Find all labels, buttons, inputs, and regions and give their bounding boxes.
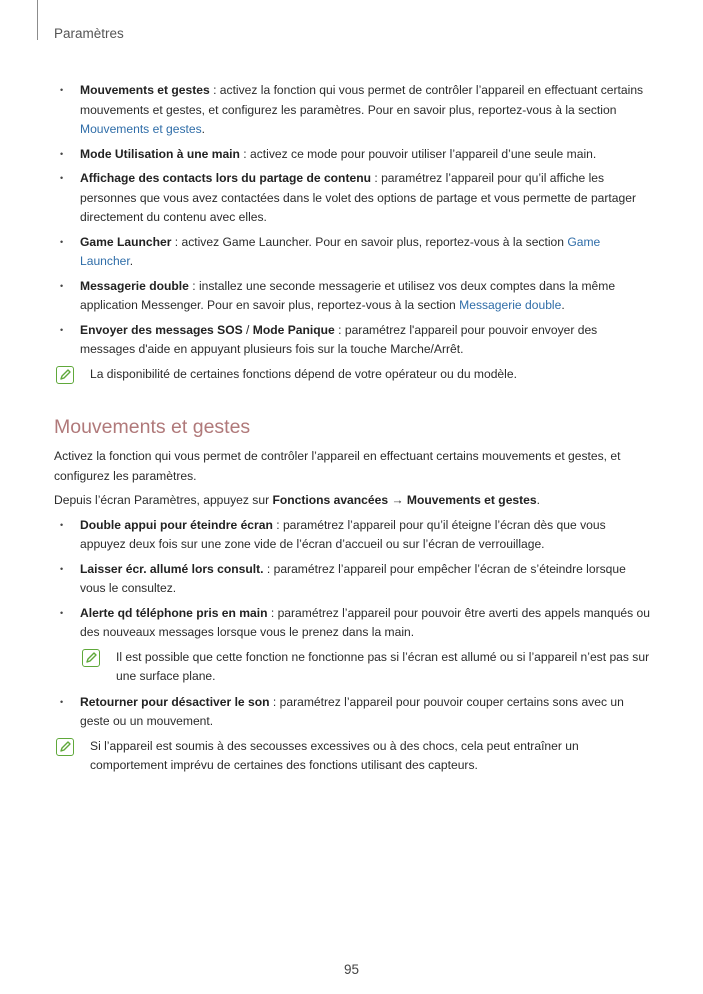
item-term-2: Mode Panique: [252, 322, 335, 337]
gestures-list: [54, 516, 654, 643]
header-rule: [37, 0, 38, 40]
item-term: Alerte qd téléphone pris en main: [80, 605, 268, 620]
list-item: [54, 145, 654, 165]
section-intro: Activez la fonction qui vous permet de contrôler l’appareil en effectuant certains mouvements et gestes, et configurez les paramètres.: [54, 449, 621, 483]
link-messagerie-double[interactable]: Messagerie double: [459, 298, 562, 312]
list-item: [54, 169, 654, 228]
item-term: Mode Utilisation à une main: [80, 146, 240, 161]
note-text: La disponibilité de certaines fonctions dépend de votre opérateur ou du modèle.: [90, 366, 517, 381]
note-pencil-icon: [56, 738, 74, 756]
item-term: Double appui pour éteindre écran: [80, 517, 273, 532]
note-pencil-icon: [56, 366, 74, 384]
section-path: [54, 491, 654, 511]
item-text: : activez Game Launcher. Pour en savoir plus, reportez-vous à la section: [171, 234, 568, 249]
item-term: Messagerie double: [80, 278, 189, 293]
note-pencil-icon: [82, 649, 100, 667]
item-tail: .: [129, 254, 134, 268]
list-item: [54, 693, 654, 732]
list-item: [54, 604, 654, 643]
list-item: [54, 277, 654, 316]
path-prefix: Depuis l’écran Paramètres, appuyez sur: [54, 493, 273, 507]
link-game-launcher[interactable]: Game Launcher: [80, 234, 601, 268]
item-text: : paramétrez l'appareil pour pouvoir envoyer des messages d'aide en appuyant plusieurs fois sur la touche Marche/Arrêt.: [80, 322, 598, 356]
settings-list: [54, 81, 654, 360]
item-term: Affichage des contacts lors du partage de contenu: [80, 171, 371, 185]
page-number: 95: [343, 962, 360, 977]
item-text: : activez ce mode pour pouvoir utiliser l’appareil d’une seule main.: [239, 146, 597, 161]
path-item-mouvements-gestes: Mouvements et gestes: [406, 493, 537, 507]
item-text: : installez une seconde messagerie et utilisez vos deux comptes dans la même application Messenger. Pour en savoir plus, reportez-vous à la section: [80, 278, 616, 312]
list-item: [54, 560, 654, 599]
item-text: : paramétrez l’appareil pour empêcher l’écran de s’éteindre lorsque vous le consultez.: [80, 561, 626, 595]
note-block-inner: [80, 648, 654, 687]
page-header-title: Paramètres: [54, 26, 124, 41]
item-tail: .: [201, 122, 206, 136]
item-text: : paramétrez l’appareil pour pouvoir être averti des appels manqués ou des nouveaux messages lorsque vous le prenez dans la main.: [80, 605, 651, 639]
note-block: [54, 737, 654, 776]
note-text: Si l’appareil est soumis à des secousses excessives ou à des chocs, cela peut entraîner un comportement imprévu de certaines des fonctions utilisant des capteurs.: [90, 738, 579, 772]
path-arrow: →: [388, 493, 407, 507]
page-content: [54, 81, 654, 782]
list-item: [54, 81, 654, 140]
link-mouvements-gestes[interactable]: Mouvements et gestes: [80, 122, 202, 136]
gestures-list-2: [54, 693, 654, 732]
note-text: Il est possible que cette fonction ne fonctionne pas si l’écran est allumé ou si l’appareil n’est pas sur une surface plane.: [116, 649, 650, 683]
item-term: Mouvements et gestes: [80, 83, 210, 97]
path-item-fonctions-avancees: Fonctions avancées: [272, 493, 389, 507]
list-item: [54, 516, 654, 555]
item-tail: .: [561, 298, 565, 312]
item-text: : paramétrez l’appareil pour qu’il éteigne l’écran dès que vous appuyez deux fois sur une zone vide de l’écran d’accueil ou sur l’écran de verrouillage.: [80, 517, 606, 551]
item-term: Retourner pour désactiver le son: [80, 694, 270, 709]
item-term: Game Launcher: [80, 234, 172, 249]
item-text: : paramétrez l’appareil pour pouvoir couper certains sons avec un geste ou un mouvement.: [80, 694, 624, 728]
item-text: : paramétrez l’appareil pour qu’il affiche les personnes que vous avez contactées dans le volet des options de partage et vous permette de partager directement du contenu avec elles.: [80, 171, 636, 224]
item-separator: /: [242, 322, 253, 337]
note-block: [54, 365, 654, 385]
item-text: : activez la fonction qui vous permet de contrôler l’appareil en effectuant certains mouvements et gestes, et configurez les paramètres. Pour en savoir plus, reportez-vous à la section: [80, 83, 644, 117]
item-term: Envoyer des messages SOS: [80, 322, 243, 337]
path-suffix: .: [536, 493, 540, 507]
list-item: [54, 321, 654, 360]
item-term: Laisser écr. allumé lors consult.: [80, 561, 264, 576]
section-title: Mouvements et gestes: [54, 416, 251, 438]
list-item: [54, 233, 654, 272]
